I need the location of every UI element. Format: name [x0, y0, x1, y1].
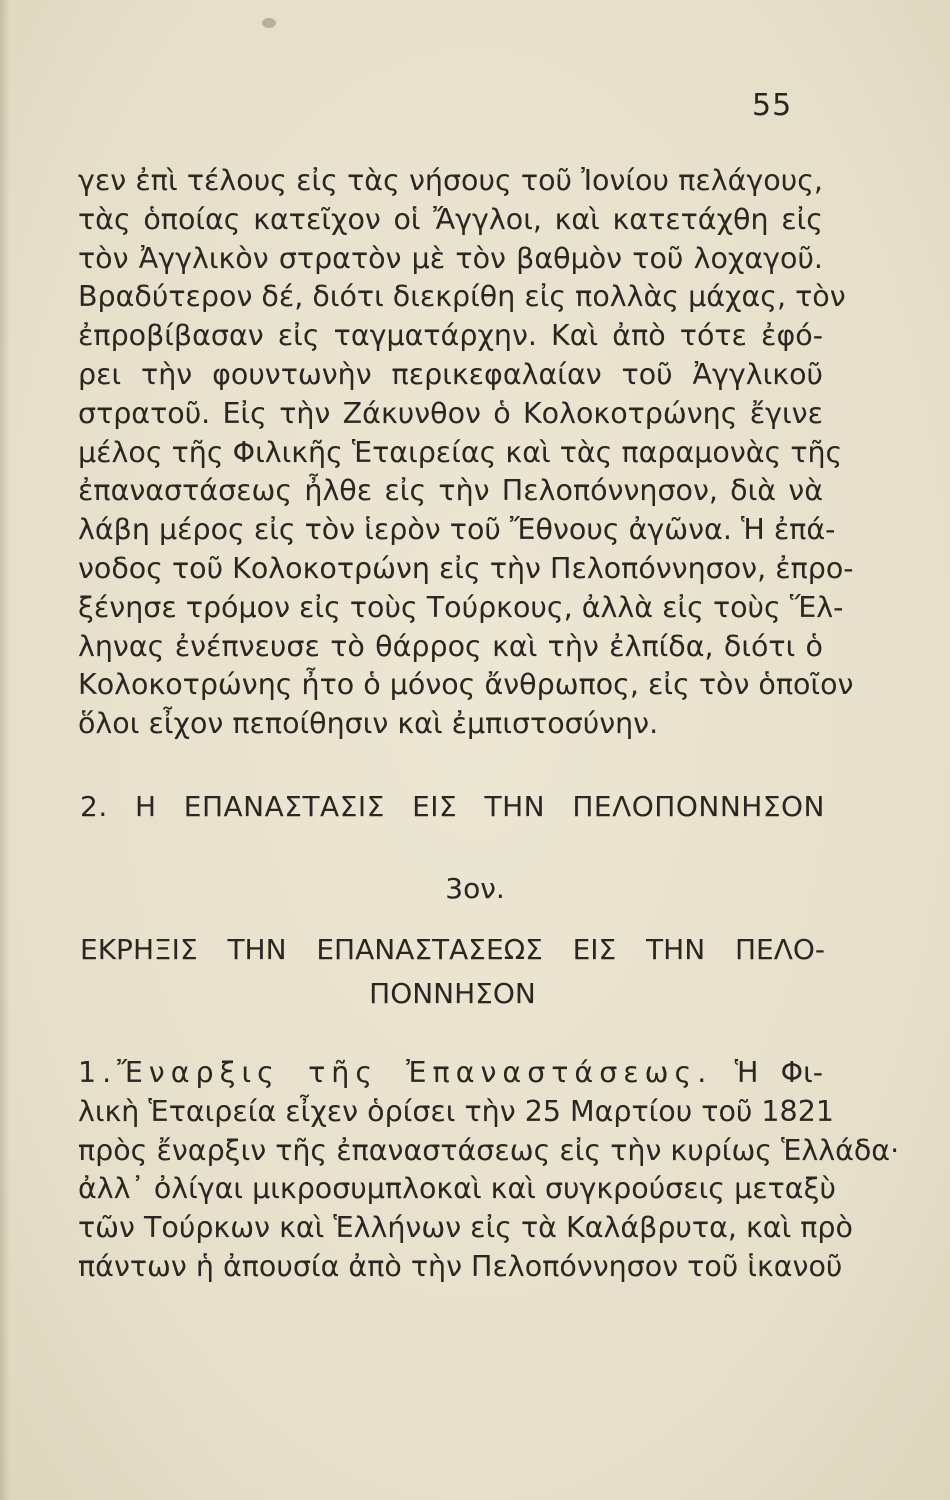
chapter-title-line: ΠΟΝΝΗΣΟΝ: [369, 977, 536, 1010]
text-line: ὅλοι εἶχον πεποίθησιν καὶ ἐμπιστοσύνην.: [78, 707, 659, 741]
page-number: 55: [752, 88, 793, 123]
section-heading: 2. Η ΕΠΑΝΑΣΤΑΣΙΣ ΕΙΣ ΤΗΝ ΠΕΛΟΠΟΝΝΗΣΟΝ: [80, 790, 825, 823]
subsection-heading: 1.Ἔναρξις τῆς Ἐπαναστάσεως.: [78, 1056, 713, 1089]
text-line: ἀλλ᾽ ὀλίγαι μικροσυμπλοκαὶ καὶ συγκρούσεις μεταξὺ: [78, 1172, 836, 1206]
ink-smudge: [262, 18, 276, 28]
chapter-title-line: ΕΚΡΗΞΙΣ ΤΗΝ ΕΠΑΝΑΣΤΑΣΕΩΣ ΕΙΣ ΤΗΝ ΠΕΛΟ-: [80, 933, 825, 966]
text-line: στρατοῦ. Εἰς τὴν Ζάκυνθον ὁ Κολοκοτρώνης ἔγινε: [78, 396, 823, 430]
text-line: ξένησε τρόμον εἰς τοὺς Τούρκους, ἀλλὰ εἰς τοὺς Ἕλ-: [78, 590, 844, 624]
text-line: [78, 1054, 823, 1093]
text-line: νοδος τοῦ Κολοκοτρώνη εἰς τὴν Πελοπόννησον, ἐπρο-: [78, 551, 854, 585]
text-line: Κολοκοτρώνης ἦτο ὁ μόνος ἄνθρωπος, εἰς τὸν ὁποῖον: [78, 668, 854, 702]
text-line: πρὸς ἔναρξιν τῆς ἐπαναστάσεως εἰς τὴν κυρίως Ἑλλάδα·: [78, 1133, 900, 1167]
text-line: τὰς ὁποίας κατεῖχον οἱ Ἄγγλοι, καὶ κατετάχθη εἰς: [78, 202, 823, 236]
chapter-title: [80, 928, 825, 1016]
text-fragment: Ἡ Φι-: [712, 1056, 824, 1089]
text-line: λάβη μέρος εἰς τὸν ἱερὸν τοῦ Ἔθνους ἀγῶνα. Ἡ ἐπά-: [78, 513, 836, 547]
text-line: πάντων ἡ ἀπουσία ἀπὸ τὴν Πελοπόννησον τοῦ ἱκανοῦ: [78, 1249, 843, 1283]
text-line: ἐπροβίβασαν εἰς ταγματάρχην. Καὶ ἀπὸ τότε ἐφό-: [78, 319, 823, 353]
text-line: λικὴ Ἑταιρεία εἶχεν ὁρίσει τὴν 25 Μαρτίου τοῦ 1821: [78, 1094, 834, 1128]
paragraph-2: [78, 1054, 900, 1287]
text-line: ἐπαναστάσεως ἦλθε εἰς τὴν Πελοπόννησον, διὰ νὰ: [78, 474, 823, 508]
text-line: ληνας ἐνέπνευσε τὸ θάρρος καὶ τὴν ἐλπίδα, διότι ὁ: [78, 629, 823, 663]
chapter-number: 3ον.: [445, 872, 505, 905]
text-line: μέλος τῆς Φιλικῆς Ἑταιρείας καὶ τὰς παραμονὰς τῆς: [78, 435, 843, 469]
text-line: ρει τὴν φουντωνὴν περικεφαλαίαν τοῦ Ἀγγλικοῦ: [78, 357, 823, 391]
paragraph-1: [78, 162, 854, 744]
text-line: γεν ἐπὶ τέλους εἰς τὰς νήσους τοῦ Ἰονίου πελάγους,: [78, 164, 823, 197]
text-line: τὸν Ἀγγλικὸν στρατὸν μὲ τὸν βαθμὸν τοῦ λοχαγοῦ.: [78, 241, 823, 275]
text-line: τῶν Τούρκων καὶ Ἑλλήνων εἰς τὰ Καλάβρυτα, καὶ πρὸ: [78, 1211, 853, 1245]
page-binding-shadow: [0, 0, 10, 1500]
text-line: Βραδύτερον δέ, διότι διεκρίθη εἰς πολλὰς μάχας, τὸν: [78, 280, 846, 314]
